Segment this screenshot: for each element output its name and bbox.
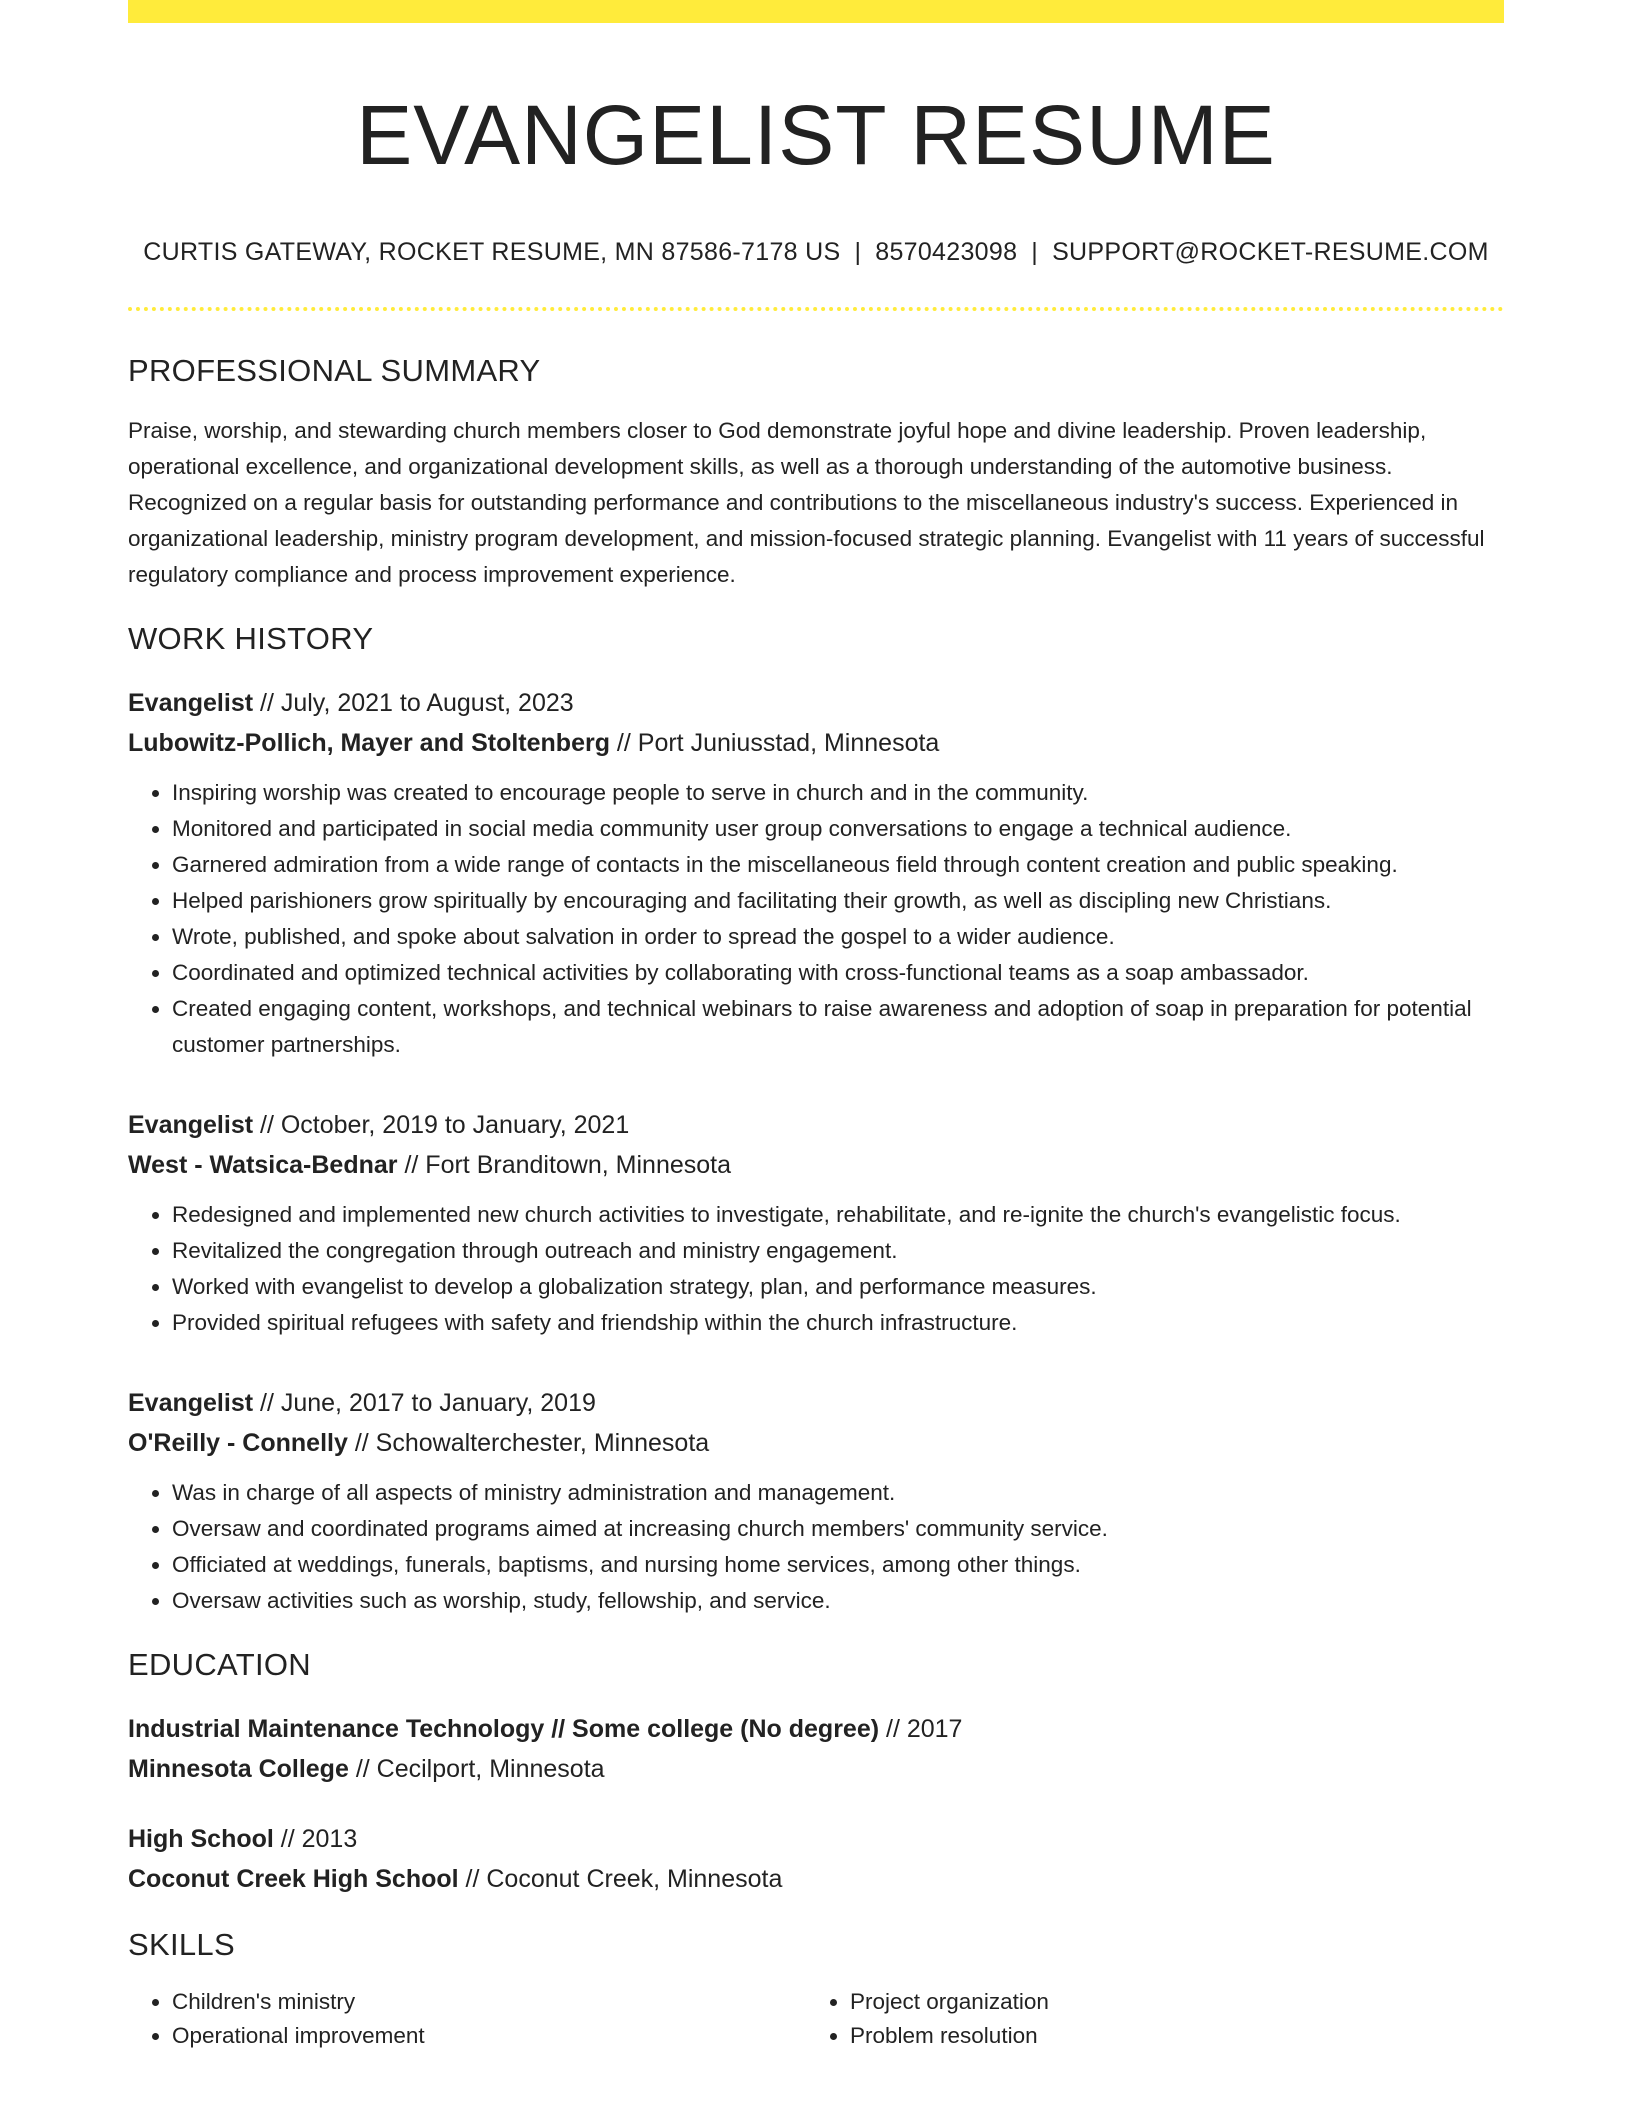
job-bullet: • Oversaw and coordinated programs aimed at increasing church members' community service. bbox=[172, 1511, 1504, 1547]
section-title-summary: PROFESSIONAL SUMMARY bbox=[128, 352, 541, 388]
job-location: // Port Juniusstad, Minnesota bbox=[609, 728, 940, 757]
skill-item: • Operational improvement bbox=[172, 2019, 806, 2053]
job-dates: // July, 2021 to August, 2023 bbox=[253, 688, 574, 717]
education-entry bbox=[128, 1819, 1504, 1899]
education-school: Minnesota College bbox=[128, 1754, 349, 1783]
summary-text: Praise, worship, and stewarding church members closer to God demonstrate joyful hope and divine leadership. Proven leadership, operational excellence, and organizational development skills, as well as a thorough understanding of the automotive business. Recognized on a regular basis for outstanding performance and contributions to the miscellaneous industry's success. Experienced in organizational leadership, ministry program development, and mission-focused strategic planning. Evangelist with 11 years of successful regulatory compliance and process improvement experience. bbox=[128, 417, 1485, 587]
job-location: // Schowalterchester, Minnesota bbox=[347, 1428, 710, 1457]
top-accent-bar bbox=[128, 0, 1504, 23]
job-role: Evangelist bbox=[128, 1388, 254, 1417]
job-bullet: • Wrote, published, and spoke about salvation in order to spread the gospel to a wider audience. bbox=[172, 919, 1504, 955]
job-dates: // June, 2017 to January, 2019 bbox=[253, 1388, 596, 1417]
job-bullet: • Oversaw activities such as worship, study, fellowship, and service. bbox=[172, 1583, 1504, 1619]
job-entry bbox=[128, 683, 1504, 1063]
education-degree: High School bbox=[128, 1824, 274, 1853]
job-bullet: • Inspiring worship was created to encourage people to serve in church and in the community. bbox=[172, 775, 1504, 811]
job-role: Evangelist bbox=[128, 1110, 254, 1139]
skills-column-left bbox=[128, 1985, 806, 2053]
skill-item: • Problem resolution bbox=[850, 2019, 1484, 2053]
job-bullet: • Garnered admiration from a wide range of contacts in the miscellaneous field through content creation and public speaking. bbox=[172, 847, 1504, 883]
job-role: Evangelist bbox=[128, 688, 254, 717]
resume-title: EVANGELIST RESUME bbox=[356, 88, 1276, 182]
job-bullets bbox=[128, 1475, 1504, 1619]
contact-phone: 8570423098 bbox=[875, 237, 1018, 266]
skills-list bbox=[128, 1985, 1504, 2053]
contact-separator: | bbox=[854, 237, 862, 266]
section-title-work-history: WORK HISTORY bbox=[128, 620, 374, 656]
job-dates: // October, 2019 to January, 2021 bbox=[253, 1110, 630, 1139]
dotted-divider bbox=[128, 307, 1504, 311]
job-entry bbox=[128, 1105, 1504, 1341]
education-year: // 2017 bbox=[879, 1714, 963, 1743]
job-bullet: • Helped parishioners grow spiritually by encouraging and facilitating their growth, as well as discipling new Christians. bbox=[172, 883, 1504, 919]
resume-page bbox=[128, 0, 1504, 2053]
job-bullet: • Revitalized the congregation through outreach and ministry engagement. bbox=[172, 1233, 1504, 1269]
job-company: West - Watsica-Bednar bbox=[128, 1150, 398, 1179]
skill-item: • Project organization bbox=[850, 1985, 1484, 2019]
job-bullet: • Coordinated and optimized technical activities by collaborating with cross-functional teams as a soap ambassador. bbox=[172, 955, 1504, 991]
education-school: Coconut Creek High School bbox=[128, 1864, 459, 1893]
education-entry bbox=[128, 1709, 1504, 1789]
job-company: Lubowitz-Pollich, Mayer and Stoltenberg bbox=[128, 728, 610, 757]
job-bullet: • Officiated at weddings, funerals, baptisms, and nursing home services, among other things. bbox=[172, 1547, 1504, 1583]
job-bullet: • Redesigned and implemented new church activities to investigate, rehabilitate, and re-ignite the church's evangelistic focus. bbox=[172, 1197, 1504, 1233]
education-location: // Cecilport, Minnesota bbox=[348, 1754, 605, 1783]
contact-address: CURTIS GATEWAY, ROCKET RESUME, MN 87586-7178 US bbox=[143, 237, 841, 266]
job-bullet: • Provided spiritual refugees with safety and friendship within the church infrastructure. bbox=[172, 1305, 1504, 1341]
job-entry bbox=[128, 1383, 1504, 1619]
job-bullet: • Created engaging content, workshops, and technical webinars to raise awareness and adoption of soap in preparation for potential customer partnerships. bbox=[172, 991, 1504, 1063]
education-year: // 2013 bbox=[273, 1824, 358, 1853]
job-company: O'Reilly - Connelly bbox=[128, 1428, 348, 1457]
job-bullet: • Worked with evangelist to develop a globalization strategy, plan, and performance measures. bbox=[172, 1269, 1504, 1305]
skills-column-right bbox=[806, 1985, 1484, 2053]
skill-item: • Children's ministry bbox=[172, 1985, 806, 2019]
section-title-skills: SKILLS bbox=[128, 1926, 235, 1962]
education-location: // Coconut Creek, Minnesota bbox=[458, 1864, 783, 1893]
contact-line bbox=[128, 238, 1504, 267]
job-bullets bbox=[128, 775, 1504, 1063]
job-bullet: • Was in charge of all aspects of ministry administration and management. bbox=[172, 1475, 1504, 1511]
job-location: // Fort Branditown, Minnesota bbox=[397, 1150, 731, 1179]
contact-email[interactable]: SUPPORT@ROCKET-RESUME.COM bbox=[1052, 237, 1489, 266]
job-bullet: • Monitored and participated in social media community user group conversations to engage a technical audience. bbox=[172, 811, 1504, 847]
job-bullets bbox=[128, 1197, 1504, 1341]
education-degree: Industrial Maintenance Technology // Some college (No degree) bbox=[128, 1714, 880, 1743]
section-title-education: EDUCATION bbox=[128, 1646, 311, 1682]
contact-separator: | bbox=[1031, 237, 1039, 266]
